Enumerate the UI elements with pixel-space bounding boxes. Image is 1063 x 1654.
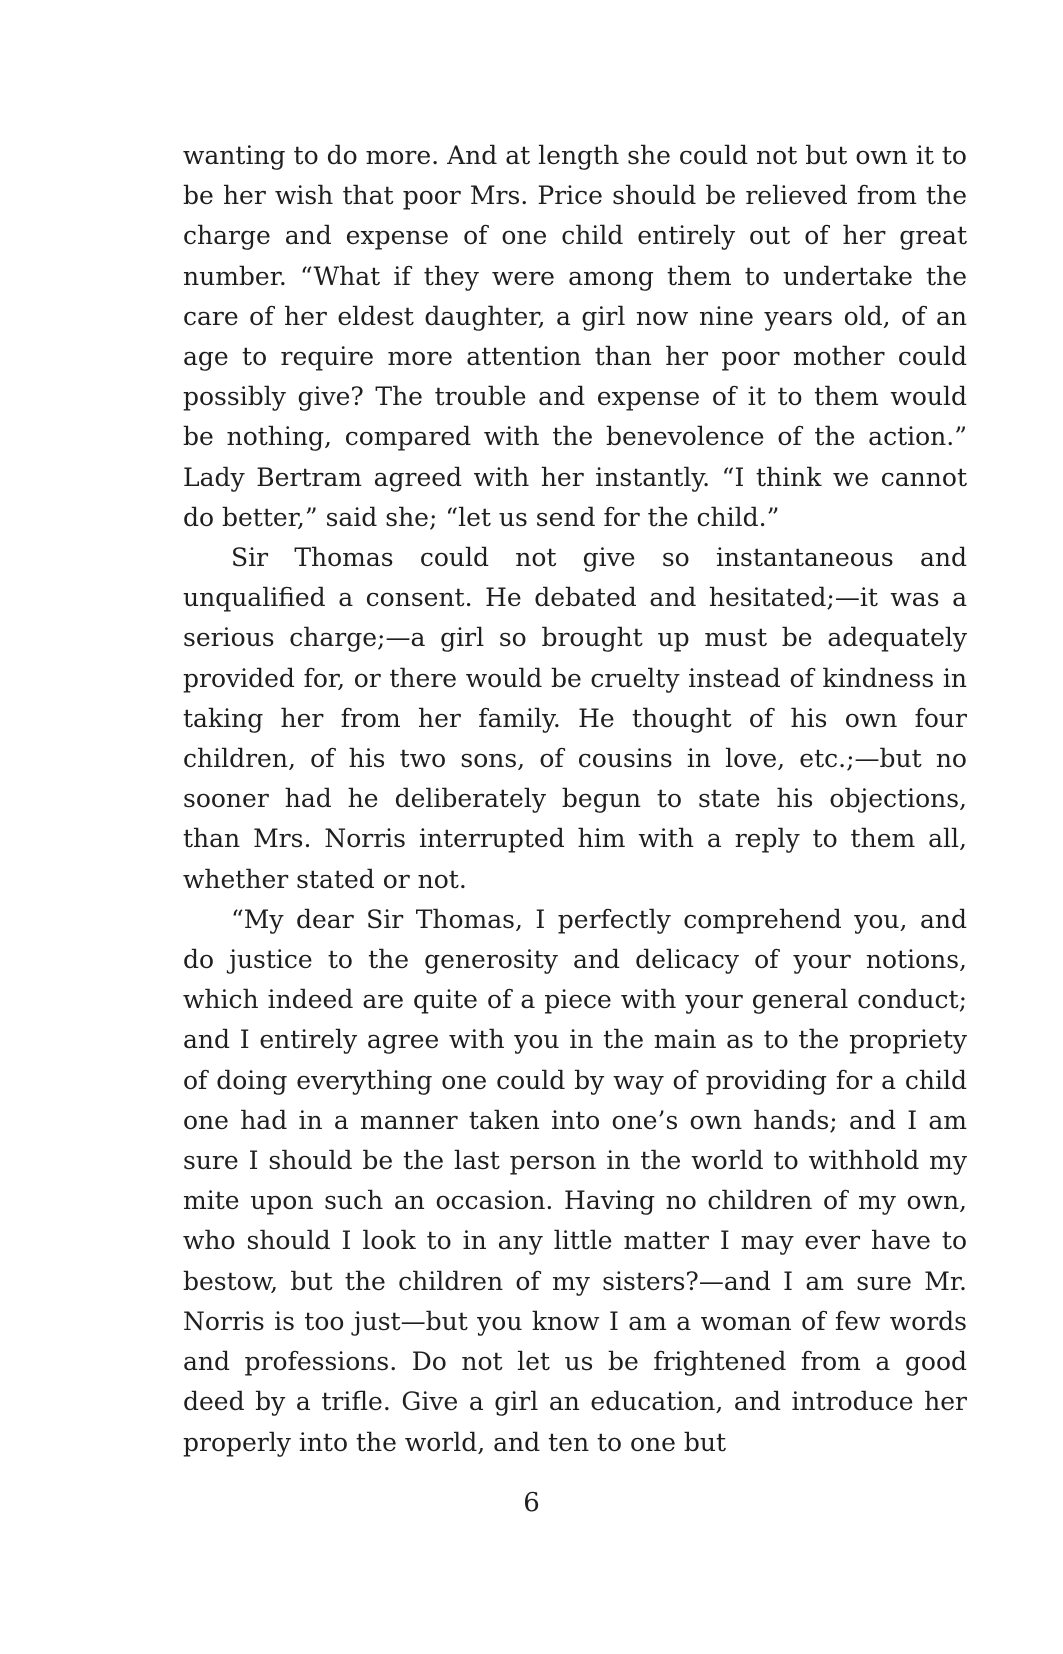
page-number: 6 <box>523 1488 540 1518</box>
paragraph-3: “My dear Sir Thomas, I perfectly comprehend you, and do justice to the generosity and delicacy of your notions, which indeed are quite of a piece with your general conduct; and I entirely agree with you in the main as to the propriety of doing everything one could by way of providing for a child one had in a manner taken into one’s own hands; and I am sure I should be the last person in the world to withhold my mite upon such an occasion. Having no children of my own, who should I look to in any little matter I may ever have to bestow, but the children of my sisters?—and I am sure Mr. Norris is too just—but you know I am a woman of few words and professions. Do not let us be frightened from a good deed by a trifle. Give a girl an education, and introduce her properly into the world, and ten to one but <box>183 904 967 1457</box>
body-text <box>183 136 967 1463</box>
paragraph-1: wanting to do more. And at length she could not but own it to be her wish that poor Mrs. Price should be relieved from the charge and expense of one child entirely out of her great number. “What if they were among them to undertake the care of her eldest daughter, a girl now nine years old, of an age to require more attention than her poor mother could possibly give? The trouble and expense of it to them would be nothing, compared with the benevolence of the action.” Lady Bertram agreed with her instantly. “I think we cannot do better,” said she; “let us send for the child.” <box>183 141 967 532</box>
paragraph-2: Sir Thomas could not give so instantaneous and unqualified a consent. He debated and hesitated;—it was a serious charge;—a girl so brought up must be adequately provided for, or there would be cruelty instead of kindness in taking her from her family. He thought of his own four children, of his two sons, of cousins in love, etc.;—but no sooner had he deliberately begun to state his objections, than Mrs. Norris interrupted him with a reply to them all, whether stated or not. <box>183 543 967 894</box>
